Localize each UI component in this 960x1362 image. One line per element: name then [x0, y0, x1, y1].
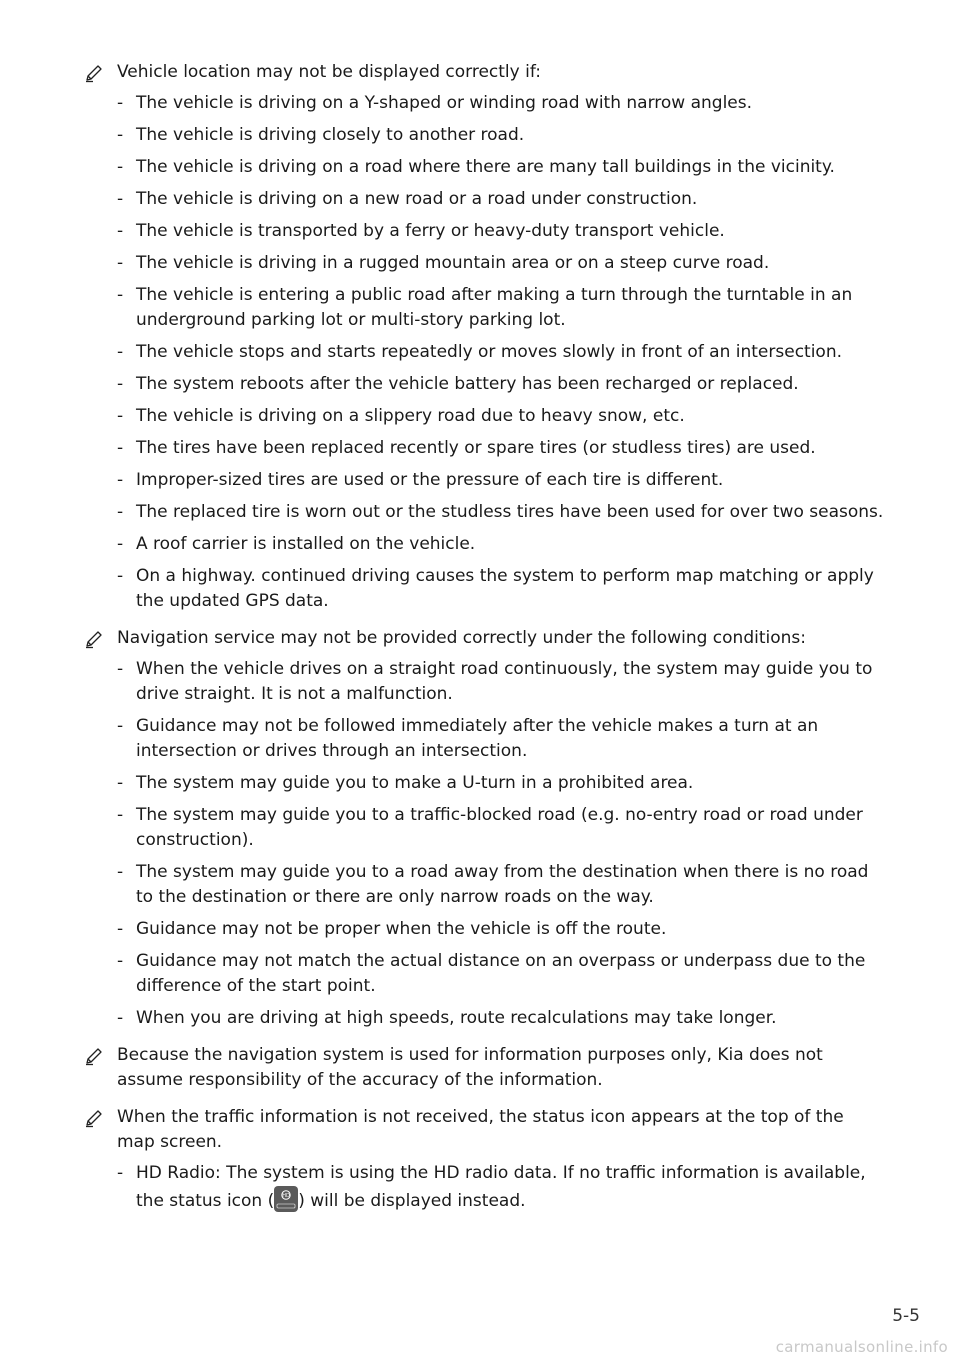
list-item: - The system reboots after the vehicle battery has been recharged or replaced.: [117, 374, 799, 394]
list-item: - When you are driving at high speeds, route recalculations may take longer.: [117, 1008, 777, 1028]
note-traffic-information: [84, 1105, 884, 1214]
list-item: - Improper-sized tires are used or the pressure of each tire is different.: [117, 470, 724, 490]
list-item: - Guidance may not match the actual distance on an overpass or underpass due to the difference of the start point.: [117, 951, 866, 996]
list-item: - HD Radio: The system is using the HD radio data. If no traffic information is available, the status icon ( HD ) will be displayed instead.: [117, 1163, 866, 1211]
list-item: - A roof carrier is installed on the vehicle.: [117, 534, 476, 554]
list-item: - The vehicle is driving on a road where there are many tall buildings in the vicinity.: [117, 157, 835, 177]
pencil-note-icon: [84, 1108, 104, 1128]
pencil-note-icon: [84, 1046, 104, 1066]
list-item: - The replaced tire is worn out or the studless tires have been used for over two seasons.: [117, 502, 884, 522]
list-item: - The system may guide you to a road away from the destination when there is no road to the destination or there are only narrow roads on the way.: [117, 862, 869, 907]
page-number: 5-5: [892, 1306, 920, 1326]
list-item: - The vehicle is driving in a rugged mountain area or on a steep curve road.: [117, 253, 770, 273]
pencil-note-icon: [84, 63, 104, 83]
list-item: - The vehicle is transported by a ferry or heavy-duty transport vehicle.: [117, 221, 725, 241]
note-vehicle-location: [84, 60, 884, 614]
list-item: - When the vehicle drives on a straight road continuously, the system may guide you to drive straight. It is not a malfunction.: [117, 659, 873, 704]
list-item: - The system may guide you to a traffic-blocked road (e.g. no-entry road or road under construction).: [117, 805, 863, 850]
note-text: Because the navigation system is used for information purposes only, Kia does not assume responsibility of the accuracy of the information.: [117, 1045, 823, 1090]
hd-text-before: HD Radio: The system is using the HD radio data. If no traffic information is available, the status icon (: [136, 1163, 866, 1211]
list-item: - The vehicle is entering a public road after making a turn through the turntable in an underground parking lot or multi-story parking lot.: [117, 285, 853, 330]
list-item: - The tires have been replaced recently or spare tires (or studless tires) are used.: [117, 438, 816, 458]
note-navigation-service: [84, 626, 884, 1031]
list-item: - The vehicle is driving on a Y-shaped or winding road with narrow angles.: [117, 93, 753, 113]
condition-list: [117, 1161, 884, 1214]
list-item: - The vehicle is driving on a new road or a road under construction.: [117, 189, 698, 209]
condition-list: [117, 657, 884, 1031]
hd-traffic-icon: [274, 1186, 298, 1212]
list-item: - The vehicle is driving closely to another road.: [117, 125, 525, 145]
list-item: - The vehicle is driving on a slippery road due to heavy snow, etc.: [117, 406, 685, 426]
note-disclaimer: [84, 1043, 884, 1093]
note-text: Navigation service may not be provided correctly under the following conditions:: [117, 628, 806, 648]
svg-text:HD: HD: [282, 1193, 291, 1199]
list-item: - Guidance may not be followed immediately after the vehicle makes a turn at an intersection or drives through an intersection.: [117, 716, 819, 761]
condition-list: [117, 91, 884, 614]
hd-text-after: ) will be displayed instead.: [298, 1191, 526, 1211]
note-text: When the traffic information is not received, the status icon appears at the top of the map screen.: [117, 1107, 844, 1152]
list-item: - Guidance may not be proper when the vehicle is off the route.: [117, 919, 667, 939]
watermark: carmanualsonline.info: [775, 1338, 948, 1356]
pencil-note-icon: [84, 629, 104, 649]
page-content: [84, 60, 884, 1226]
list-item: - The vehicle stops and starts repeatedly or moves slowly in front of an intersection.: [117, 342, 843, 362]
list-item: - The system may guide you to make a U-turn in a prohibited area.: [117, 773, 694, 793]
list-item: - On a highway. continued driving causes the system to perform map matching or apply the updated GPS data.: [117, 566, 874, 611]
note-text: Vehicle location may not be displayed correctly if:: [117, 62, 541, 82]
